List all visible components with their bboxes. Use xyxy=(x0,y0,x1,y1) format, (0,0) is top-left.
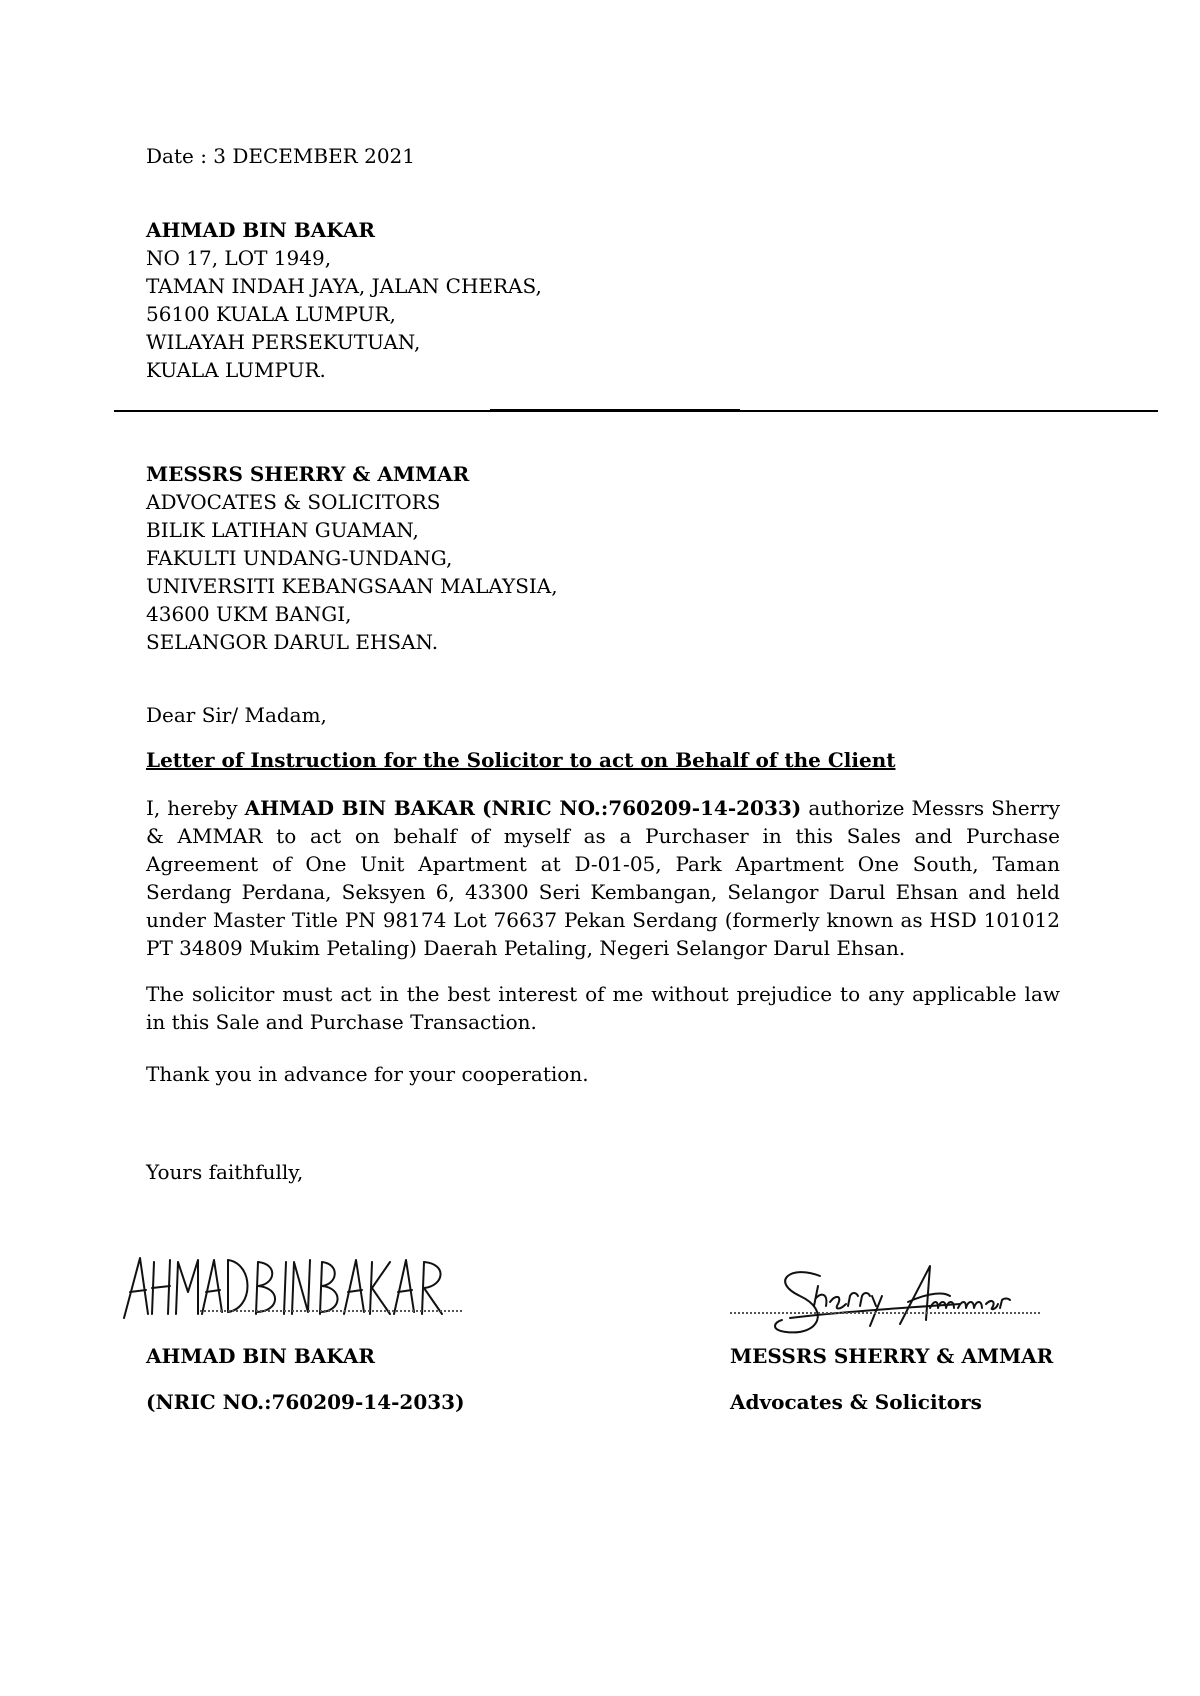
body-paragraph-2: The solicitor must act in the best interest of me without prejudice to any applicable law in this Sale and Purchase Transaction. xyxy=(146,982,1060,1034)
body-lead-text: I, hereby xyxy=(146,796,245,820)
sender-address-line: 56100 KUALA LUMPUR, xyxy=(146,302,396,326)
client-signatory-name: AHMAD BIN BAKAR xyxy=(146,1344,376,1368)
thanks-line: Thank you in advance for your cooperation. xyxy=(146,1062,589,1086)
body-rest-text: authorize Messrs Sherry & AMMAR to act on behalf of myself as a Purchaser in this Sales and Purchase Agreement of One Unit Apartment at D-01-05, Park Apartment One South, Taman Serdang Perdana, Seksyen 6, 43300 Seri Kembangan, Selangor Darul Ehsan and held under Master Title PN 98174 Lot 76637 Pekan Serdang (formerly known as HSD 101012 PT 34809 Mukim Petaling) Daerah Petaling, Negeri Selangor Darul Ehsan. xyxy=(146,796,1061,960)
sender-block xyxy=(146,216,542,384)
client-signatory-nric: (NRIC NO.:760209-14-2033) xyxy=(146,1390,465,1414)
salutation: Dear Sir/ Madam, xyxy=(146,703,327,727)
sender-name: AHMAD BIN BAKAR xyxy=(146,218,376,242)
recipient-address-line: SELANGOR DARUL EHSAN. xyxy=(146,630,439,654)
separator-rule-accent xyxy=(490,409,740,412)
solicitor-signatory-name: MESSRS SHERRY & AMMAR xyxy=(730,1344,1054,1368)
recipient-name: MESSRS SHERRY & AMMAR xyxy=(146,462,470,486)
solicitor-signatory-title: Advocates & Solicitors xyxy=(730,1390,982,1414)
solicitor-signature-line xyxy=(730,1312,1040,1314)
date-line: Date : 3 DECEMBER 2021 xyxy=(146,144,415,168)
recipient-block xyxy=(146,460,558,656)
client-nric: (NRIC NO.:760209-14-2033) xyxy=(482,796,802,820)
recipient-address-line: 43600 UKM BANGI, xyxy=(146,602,352,626)
client-name: AHMAD BIN BAKAR xyxy=(244,796,475,820)
recipient-address-line: BILIK LATIHAN GUAMAN, xyxy=(146,518,419,542)
body-space xyxy=(475,796,482,820)
closing-line: Yours faithfully, xyxy=(146,1160,304,1184)
recipient-address-line: ADVOCATES & SOLICITORS xyxy=(146,490,441,514)
solicitor-signature xyxy=(730,1262,1040,1342)
client-signature xyxy=(118,1248,468,1328)
recipient-address-line: UNIVERSITI KEBANGSAAN MALAYSIA, xyxy=(146,574,558,598)
recipient-address-line: FAKULTI UNDANG-UNDANG, xyxy=(146,546,453,570)
subject-line: Letter of Instruction for the Solicitor to act on Behalf of the Client xyxy=(146,748,896,772)
sender-address-line: TAMAN INDAH JAYA, JALAN CHERAS, xyxy=(146,274,542,298)
sender-address-line: WILAYAH PERSEKUTUAN, xyxy=(146,330,421,354)
sender-address-line: KUALA LUMPUR. xyxy=(146,358,326,382)
body-paragraph-1 xyxy=(146,794,1060,962)
sender-address-line: NO 17, LOT 1949, xyxy=(146,246,332,270)
client-signature-line xyxy=(200,1310,462,1312)
